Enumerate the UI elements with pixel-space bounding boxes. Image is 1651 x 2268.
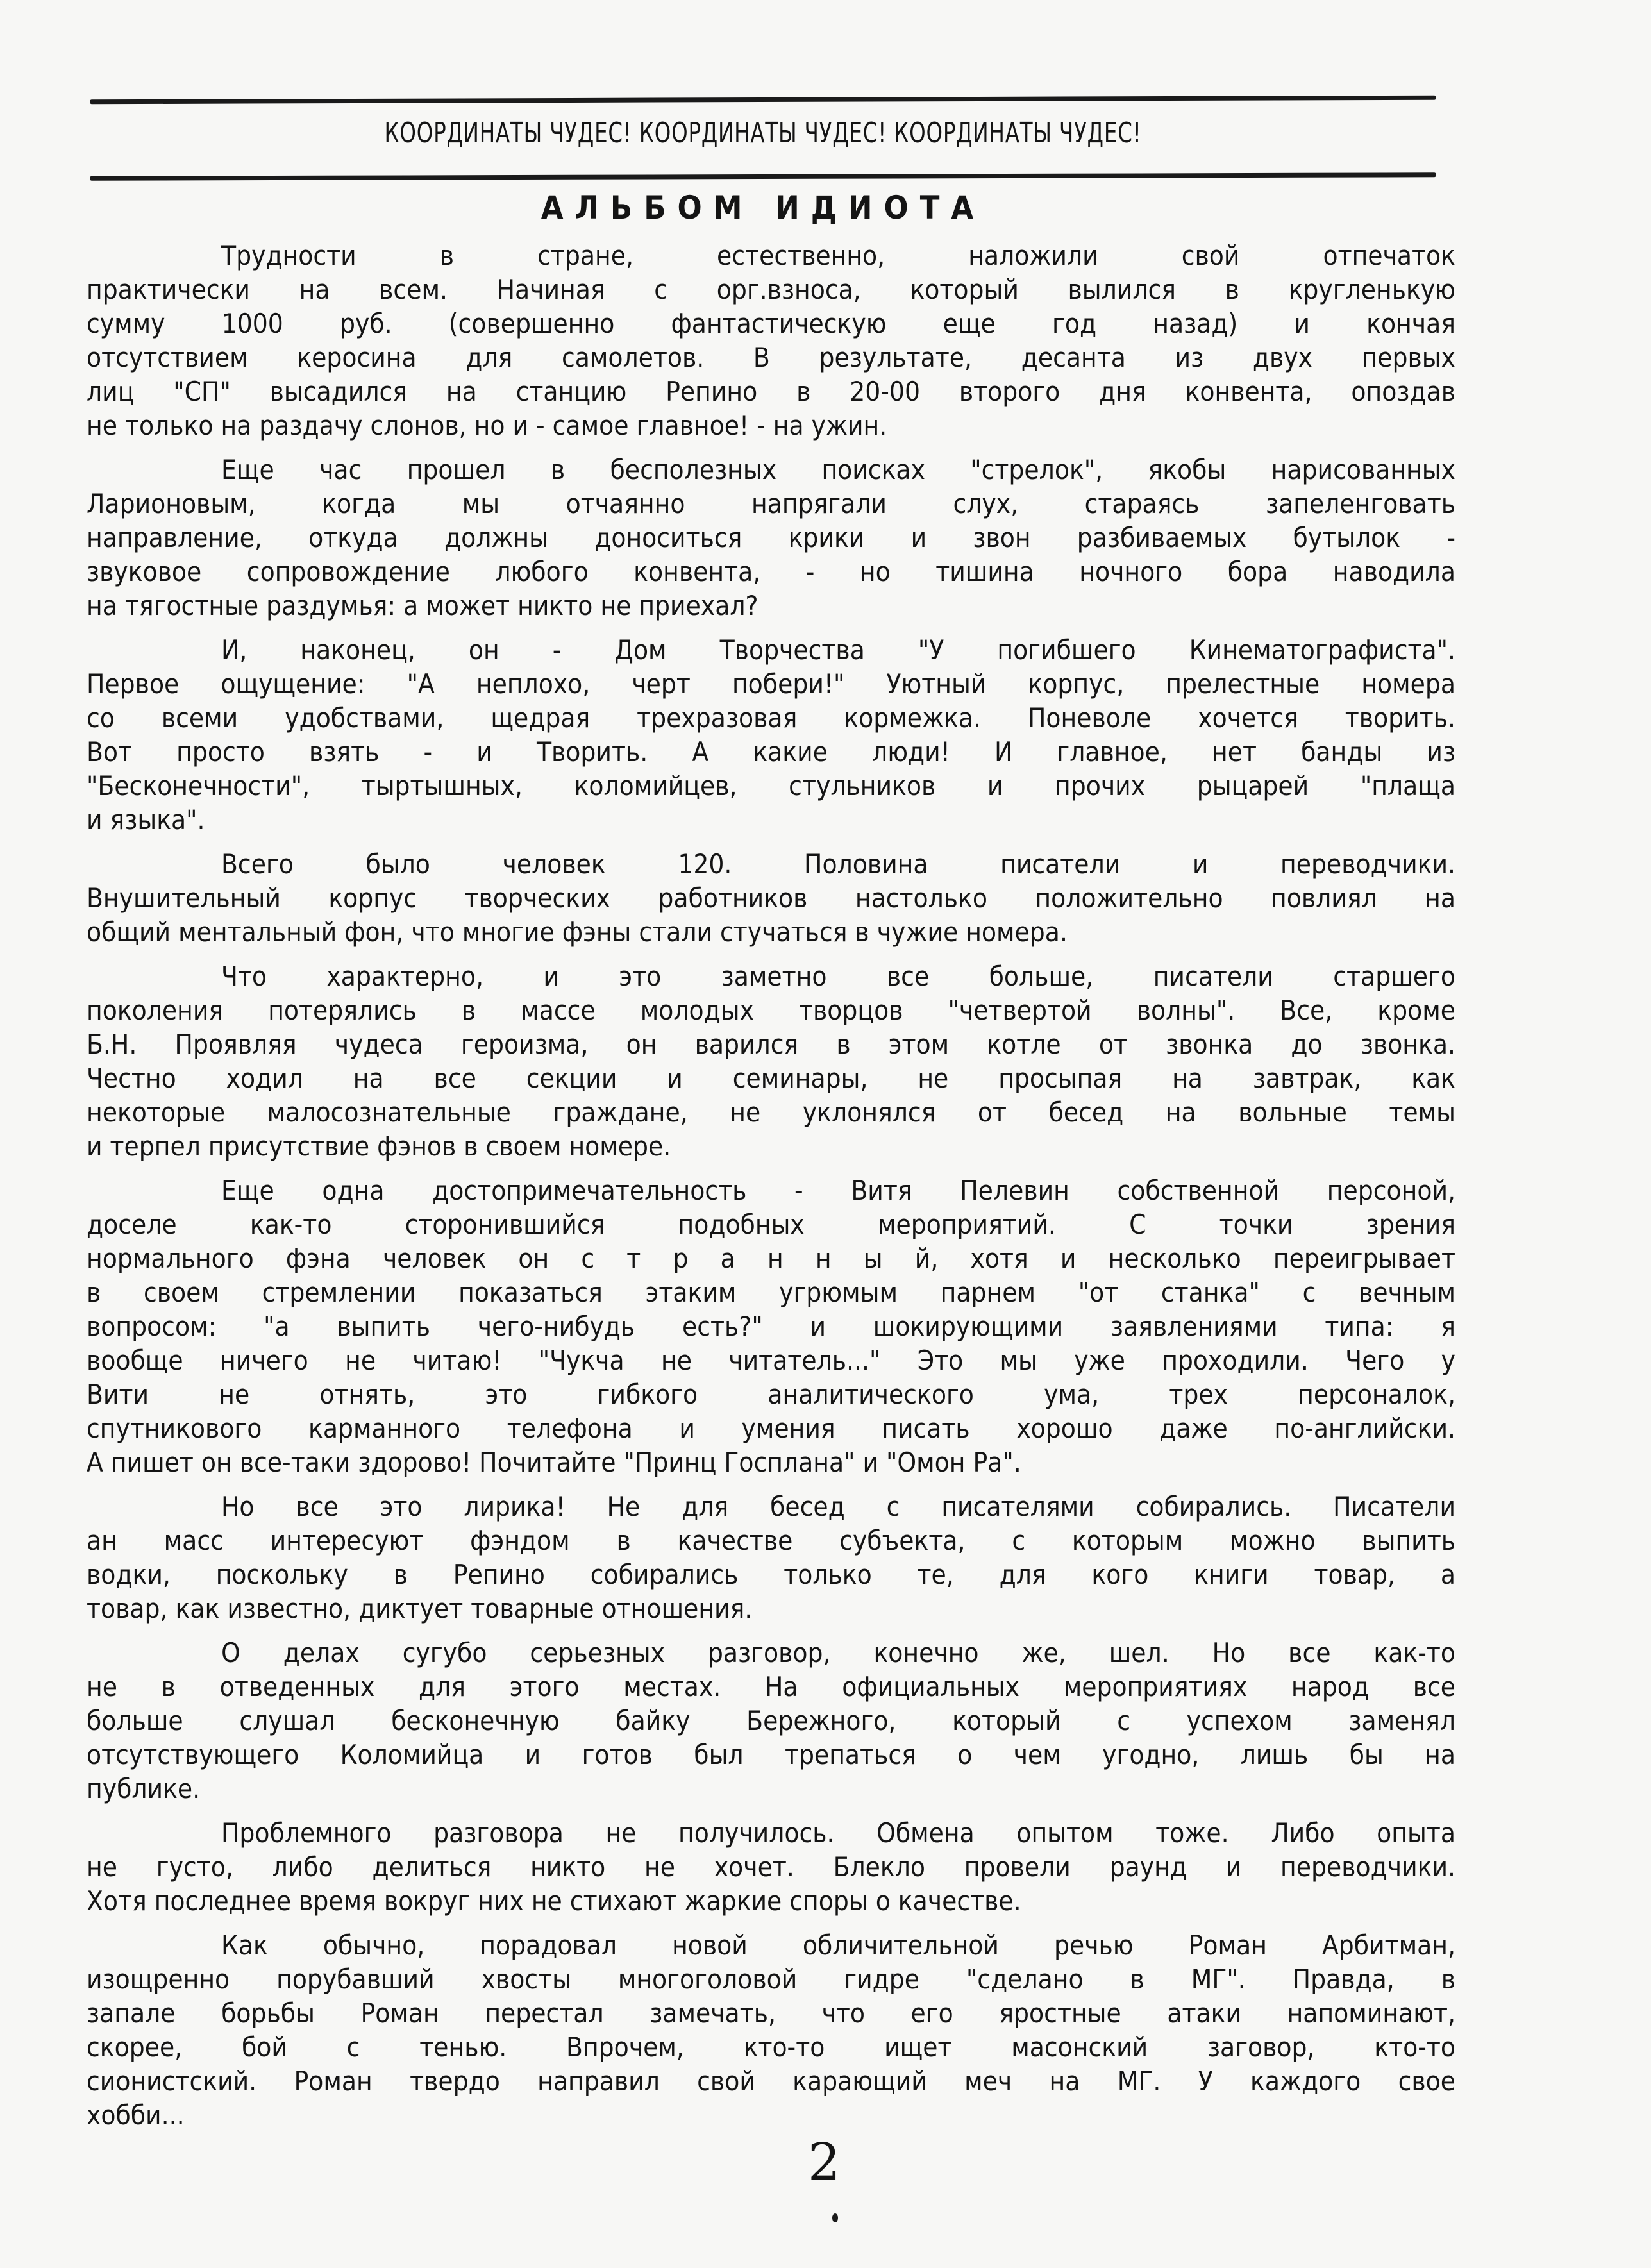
text-line: поколения потерялись в массе молодых творцов "четвертой волны". Все, кроме	[87, 995, 1455, 1026]
article-title: АЛЬБОМ ИДИОТА	[541, 189, 985, 226]
text-line: сионистский. Роман твердо направил свой карающий меч на МГ. У каждого свое	[87, 2065, 1455, 2097]
text-line: запале борьбы Роман перестал замечать, что его яростные атаки напоминают,	[87, 1997, 1455, 2029]
text-line: спутникового карманного телефона и умения писать хорошо даже по-английски.	[87, 1413, 1455, 1444]
text-line: изощренно порубавший хвосты многоголовой гидре "сделано в МГ". Правда, в	[87, 1963, 1455, 1995]
text-line: вопросом: "а выпить чего-нибудь есть?" и шокирующими заявлениями типа: я	[87, 1311, 1455, 1342]
paragraph	[87, 1816, 1455, 1918]
text-line: Внушительный корпус творческих работников настолько положительно повлиял на	[87, 882, 1455, 914]
text-line: ан масс интересуют фэндом в качестве субъекта, с которым можно выпить	[87, 1525, 1455, 1556]
text-line: Вот просто взять - и Творить. А какие люди! И главное, нет банды из	[87, 736, 1455, 768]
text-line: вообще ничего не читаю! "Чукча не читатель..." Это мы уже проходили. Чего у	[87, 1345, 1455, 1376]
paragraph	[87, 1636, 1455, 1806]
text-line: Еще одна достопримечательность - Витя Пелевин собственной персоной,	[221, 1175, 1455, 1206]
article-body	[87, 239, 1455, 2142]
paragraph	[87, 453, 1455, 623]
text-line: Трудности в стране, естественно, наложили свой отпечаток	[221, 240, 1455, 271]
text-line: Но все это лирика! Не для бесед с писателями собирались. Писатели	[221, 1491, 1455, 1522]
paragraph	[87, 1490, 1455, 1625]
paragraph	[87, 633, 1455, 837]
text-line: Хотя последнее время вокруг них не стихают жаркие споры о качестве.	[87, 1885, 1021, 1917]
header-rule-top	[90, 96, 1436, 105]
page-dot-mark	[832, 2213, 838, 2222]
paragraph	[87, 1173, 1455, 1479]
text-line: на тягостные раздумья: а может никто не приехал?	[87, 590, 758, 621]
text-line: А пишет он все-таки здорово! Почитайте "Принц Госплана" и "Омон Ра".	[87, 1447, 1021, 1478]
text-line: публике.	[87, 1773, 201, 1804]
text-line: отсутствующего Коломийца и готов был трепаться о чем угодно, лишь бы на	[87, 1739, 1455, 1770]
text-line: не в отведенных для этого местах. На официальных мероприятиях народ все	[87, 1671, 1455, 1702]
header-rule-bottom	[90, 172, 1436, 180]
text-line: скорее, бой с тенью. Впрочем, кто-то ищет масонский заговор, кто-то	[87, 2031, 1455, 2063]
text-line: и терпел присутствие фэнов в своем номере.	[87, 1130, 671, 1162]
text-line: некоторые малосознательные граждане, не уклонялся от бесед на вольные темы	[87, 1096, 1455, 1128]
text-line: направление, откуда должны доноситься крики и звон разбиваемых бутылок -	[87, 522, 1455, 553]
text-line: Ларионовым, когда мы отчаянно напрягали слух, стараясь запеленговать	[87, 488, 1455, 519]
text-line: товар, как известно, диктует товарные отношения.	[87, 1593, 753, 1624]
text-line: общий ментальный фон, что многие фэны стали стучаться в чужие номера.	[87, 916, 1068, 948]
text-line: Всего было человек 120. Половина писатели и переводчики.	[221, 848, 1455, 880]
text-line: Еще час прошел в бесполезных поисках "стрелок", якобы нарисованных	[221, 454, 1455, 485]
text-line: со всеми удобствами, щедрая трехразовая кормежка. Поневоле хочется творить.	[87, 702, 1455, 734]
text-line: Честно ходил на все секции и семинары, не просыпая на завтрак, как	[87, 1063, 1455, 1094]
text-line: хобби...	[87, 2099, 185, 2131]
text-line: и языка".	[87, 804, 205, 836]
text-line: в своем стремлении показаться этаким угрюмым парнем "от станка" с вечным	[87, 1277, 1455, 1308]
text-line: отсутствием керосина для самолетов. В результате, десанта из двух первых	[87, 342, 1455, 373]
text-line: водки, поскольку в Репино собирались только те, для кого книги товар, а	[87, 1559, 1455, 1590]
text-line: И, наконец, он - Дом Творчества "У погибшего Кинематографиста".	[221, 634, 1455, 666]
paragraph	[87, 847, 1455, 949]
text-line: Первое ощущение: "А неплохо, черт побери!" Уютный корпус, прелестные номера	[87, 668, 1455, 700]
text-line: нормального фэна человек он с т р а н н ы й, хотя и несколько переигрывает	[87, 1243, 1455, 1274]
text-line: Что характерно, и это заметно все больше, писатели старшего	[221, 961, 1455, 992]
paragraph	[87, 239, 1455, 442]
page-number: 2	[808, 2132, 841, 2192]
text-line: не только на раздачу слонов, но и - самое главное! - на ужин.	[87, 410, 887, 441]
text-line: Как обычно, порадовал новой обличительной речью Роман Арбитман,	[221, 1929, 1455, 1961]
text-line: Проблемного разговора не получилось. Обмена опытом тоже. Либо опыта	[221, 1817, 1455, 1849]
text-line: лиц "СП" высадился на станцию Репино в 20-00 второго дня конвента, опоздав	[87, 376, 1455, 407]
text-line: больше слушал бесконечную байку Бережного, который с успехом заменял	[87, 1705, 1455, 1736]
text-line: доселе как-то сторонившийся подобных мероприятий. С точки зрения	[87, 1209, 1455, 1240]
running-header: КООРДИНАТЫ ЧУДЕС! КООРДИНАТЫ ЧУДЕС! КООРДИНАТЫ ЧУДЕС!	[384, 117, 1142, 149]
text-line: Б.Н. Проявляя чудеса героизма, он варился в этом котле от звонка до звонка.	[87, 1029, 1455, 1060]
paragraph	[87, 959, 1455, 1163]
text-line: практически на всем. Начиная с орг.взноса, который вылился в кругленькую	[87, 274, 1455, 305]
text-line: звуковое сопровождение любого конвента, - но тишина ночного бора наводила	[87, 556, 1455, 587]
text-line: "Бесконечности", тыртышных, коломийцев, стульников и прочих рыцарей "плаща	[87, 770, 1455, 802]
text-line: Вити не отнять, это гибкого аналитического ума, трех персоналок,	[87, 1379, 1455, 1410]
text-line: не густо, либо делиться никто не хочет. Блекло провели раунд и переводчики.	[87, 1851, 1455, 1883]
text-line: О делах сугубо серьезных разговор, конечно же, шел. Но все как-то	[221, 1637, 1455, 1668]
text-line: сумму 1000 руб. (совершенно фантастическую еще год назад) и кончая	[87, 308, 1455, 339]
paragraph	[87, 1928, 1455, 2132]
